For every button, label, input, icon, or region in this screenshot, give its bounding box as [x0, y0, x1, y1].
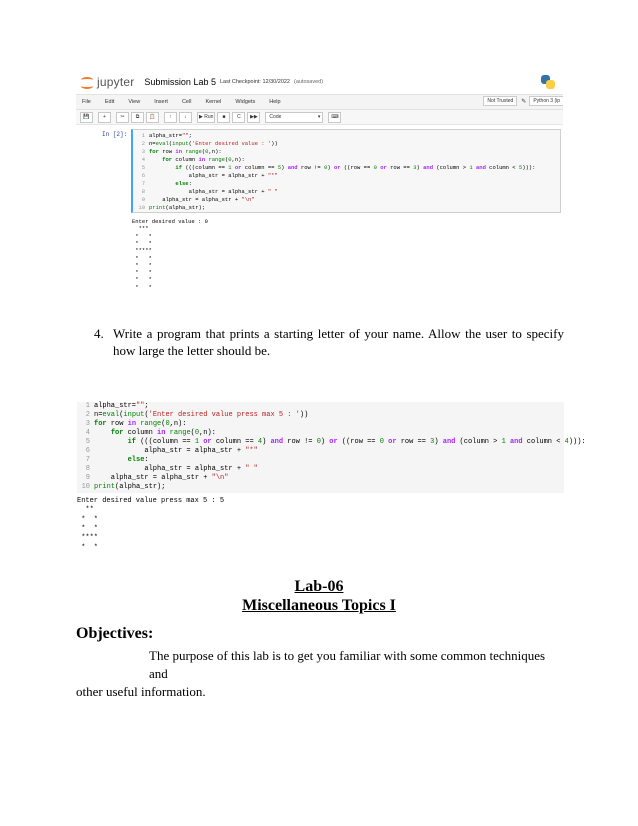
code-token: if: [175, 164, 183, 171]
code-token: 1: [228, 164, 232, 171]
line-number: 7: [141, 180, 145, 187]
line-number: 4: [141, 156, 145, 163]
code-editor[interactable]: [131, 129, 561, 213]
code-token: (: [119, 411, 124, 419]
jupyter-logo-icon: [80, 75, 94, 89]
code-token: (column >: [455, 438, 502, 446]
code-token: alpha_str = alpha_str +: [149, 188, 268, 195]
restart-button[interactable]: C: [232, 112, 245, 123]
code-token: 0: [373, 164, 377, 171]
code-line: [133, 172, 278, 180]
code-token: 'Enter desired value press max 5 : ': [148, 411, 300, 419]
code-token: [149, 180, 175, 187]
objectives-paragraph: [76, 647, 548, 701]
code-token: 0: [194, 429, 200, 437]
code-token: column <: [522, 438, 565, 446]
code-token: or: [333, 164, 341, 171]
code-line: [133, 164, 535, 172]
kernel-indicator: Python 3 (ip: [529, 96, 563, 106]
code-token: ,n):: [169, 420, 187, 428]
code-token: 4: [257, 438, 263, 446]
code-token: :: [144, 456, 149, 464]
code-line: [77, 474, 228, 483]
code-line: [133, 140, 278, 148]
menu-help[interactable]: Help: [269, 99, 281, 105]
code-token: )): [271, 140, 278, 147]
code-token: (: [190, 429, 195, 437]
output-line: **: [77, 506, 94, 515]
output-line: ***: [132, 225, 149, 233]
code-token: (alpha_str);: [165, 204, 206, 211]
code-token: ,n):: [231, 156, 245, 163]
code-token: for: [94, 420, 107, 428]
menu-kernel[interactable]: Kernel: [205, 99, 222, 105]
output-line: *****: [132, 247, 152, 255]
move-down-button[interactable]: ↓: [179, 112, 192, 123]
code-line: [133, 180, 192, 188]
code-token: in: [175, 148, 183, 155]
code-line: [133, 148, 222, 156]
code-token: ;: [188, 132, 192, 139]
code-token: "": [136, 402, 145, 410]
code-token: "*": [245, 447, 258, 455]
code-token: else: [127, 456, 145, 464]
code-line: [133, 196, 255, 204]
code-token: row: [106, 420, 128, 428]
notebook-title[interactable]: Submission Lab 5: [144, 77, 216, 87]
code-line: [133, 132, 192, 140]
line-number: 5: [141, 164, 145, 171]
code-token: print: [149, 204, 166, 211]
code-token: 3: [430, 438, 435, 446]
code-token: ;: [144, 402, 149, 410]
stop-button[interactable]: ■: [217, 112, 230, 123]
objectives-heading: Objectives:: [76, 625, 154, 642]
code-token: ): [434, 438, 443, 446]
code-token: range: [185, 148, 202, 155]
output-line: * *: [132, 276, 152, 284]
line-number: 10: [138, 204, 145, 211]
code-token: (column >: [433, 164, 470, 171]
code-token: and: [270, 438, 284, 446]
code-line: [133, 156, 245, 164]
code-token: eval: [155, 140, 169, 147]
checkpoint-label: Last Checkpoint: 12/30/2022: [219, 79, 290, 85]
code-token: alpha_str = alpha_str +: [94, 474, 212, 482]
cut-button[interactable]: ✂: [116, 112, 129, 123]
code-token: 0: [205, 148, 209, 155]
code-token: [94, 438, 128, 446]
code-token: 1: [194, 438, 200, 446]
menu-bar: [76, 94, 563, 110]
code-token: 'Enter desired value : ': [191, 140, 272, 147]
code-token: for: [110, 429, 124, 437]
code-token: in: [198, 156, 206, 163]
code-token: and: [423, 164, 434, 171]
line-number: 1: [85, 402, 90, 410]
line-number: 8: [141, 188, 145, 195]
output-line: * *: [77, 515, 99, 524]
output-line: * *: [77, 543, 99, 552]
code-token: row ==: [396, 438, 431, 446]
trust-badge[interactable]: Not Trusted: [483, 96, 517, 106]
code-token: column ==: [241, 164, 278, 171]
code-token: for: [149, 148, 159, 155]
jupyter-header: [76, 70, 563, 94]
question-number: 4.: [94, 326, 104, 341]
code-line: [77, 447, 258, 456]
menu-edit[interactable]: Edit: [104, 99, 115, 105]
code-line: [77, 402, 149, 411]
code-token: range: [140, 420, 162, 428]
paste-button[interactable]: 📋: [146, 112, 159, 123]
copy-button[interactable]: ⧉: [131, 112, 144, 123]
code-token: or: [329, 438, 338, 446]
menu-file[interactable]: File: [82, 99, 91, 105]
line-number: 3: [85, 420, 90, 428]
code-token: or: [388, 438, 397, 446]
code-token: ): [320, 438, 330, 446]
jupyter-brand: jupyter: [97, 75, 135, 89]
run-all-button[interactable]: ▶▶: [247, 112, 260, 123]
code-token: "\n": [211, 474, 229, 482]
line-number: 2: [85, 411, 90, 419]
output-line: ****: [77, 534, 99, 543]
menu-widgets[interactable]: Widgets: [235, 99, 256, 105]
code-token: (: [144, 411, 149, 419]
question-text: Write a program that prints a starting letter of your name. Allow the user to specify how large the letter should be.: [113, 326, 564, 358]
code-token: ))):: [568, 438, 586, 446]
code-token: [94, 429, 111, 437]
code-token: ))):: [522, 164, 536, 171]
line-number: 9: [141, 196, 145, 203]
code-token: 5: [518, 164, 523, 171]
menu-right: [483, 96, 563, 106]
code-token: 4: [564, 438, 569, 446]
code-token: (alpha_str);: [115, 483, 166, 491]
line-number: 3: [141, 148, 145, 155]
python-logo-icon: [541, 75, 555, 89]
code-token: for: [162, 156, 173, 163]
keyboard-icon[interactable]: ⌨: [328, 112, 341, 123]
code-token: (((column ==: [136, 438, 195, 446]
code-token: alpha_str = alpha_str +: [94, 465, 246, 473]
code-token: column: [123, 429, 158, 437]
code-token: row: [158, 148, 176, 155]
code-token: row !=: [297, 164, 325, 171]
code-token: range: [169, 429, 191, 437]
output-line: * *: [132, 254, 152, 262]
line-number: 6: [85, 447, 90, 455]
save-button[interactable]: 💾: [80, 112, 93, 123]
output-line: * *: [132, 269, 152, 277]
code-line: [77, 411, 308, 420]
line-number: 4: [85, 429, 90, 437]
code-token: " ": [245, 465, 258, 473]
code-token: ,n):: [208, 148, 222, 155]
code-token: eval: [102, 411, 120, 419]
code-token: ): [327, 164, 334, 171]
lab-subtitle: Miscellaneous Topics I: [242, 597, 396, 614]
output-line: * *: [132, 261, 152, 269]
code-token: [149, 164, 175, 171]
code-token: 3: [413, 164, 417, 171]
code-token: ((row ==: [337, 438, 380, 446]
code-token: range: [208, 156, 225, 163]
code-token: 1: [501, 438, 506, 446]
run-button[interactable]: ▶ Run: [197, 112, 215, 123]
add-cell-button[interactable]: +: [98, 112, 111, 123]
code-cell: [76, 129, 563, 215]
code-token: and: [509, 438, 523, 446]
code-token: column ==: [211, 438, 258, 446]
code-token: 0: [379, 438, 384, 446]
code-token: and: [287, 164, 298, 171]
code-token: (: [188, 140, 192, 147]
code-token: 0: [316, 438, 321, 446]
code-token: alpha_str=: [94, 402, 137, 410]
code-token: alpha_str=: [149, 132, 183, 139]
code-token: 1: [469, 164, 473, 171]
code-token: column: [172, 156, 199, 163]
code-token: n=: [94, 411, 103, 419]
menu-cell[interactable]: Cell: [181, 99, 192, 105]
line-number: 6: [141, 172, 145, 179]
paragraph-line: The purpose of this lab is to get you familiar with some common techniques and: [149, 648, 546, 681]
code-token: (: [161, 420, 166, 428]
menu-insert[interactable]: Insert: [154, 99, 168, 105]
code-token: " ": [267, 188, 278, 195]
cell-type-select[interactable]: Code ▾: [265, 112, 323, 123]
line-number: 7: [85, 456, 90, 464]
code-token: and: [475, 164, 486, 171]
code-token: "*": [267, 172, 278, 179]
code-token: and: [442, 438, 456, 446]
code-line: [77, 456, 149, 465]
output-line: * *: [77, 524, 99, 533]
code-token: )): [299, 411, 309, 419]
code-token: ): [281, 164, 288, 171]
code-token: alpha_str = alpha_str +: [94, 447, 246, 455]
output-line: Enter desired value : 9: [132, 218, 208, 225]
line-number: 9: [85, 474, 90, 482]
line-number: 2: [141, 140, 145, 147]
code-token: input: [123, 411, 145, 419]
code-token: or: [234, 164, 242, 171]
code-token: (: [201, 148, 206, 155]
code-token: 0: [165, 420, 170, 428]
code-token: ): [416, 164, 424, 171]
move-up-button[interactable]: ↑: [164, 112, 177, 123]
pencil-icon[interactable]: ✎: [521, 98, 527, 105]
line-number: 5: [85, 438, 90, 446]
code-token: 0: [228, 156, 232, 163]
code-token: column <: [485, 164, 519, 171]
code-token: "": [182, 132, 189, 139]
lab-title: Lab-06: [294, 578, 344, 595]
menu-view[interactable]: View: [128, 99, 141, 105]
toolbar: [76, 110, 563, 125]
code-token: alpha_str = alpha_str +: [149, 172, 268, 179]
code-line: [77, 438, 586, 447]
code-token: 0: [324, 164, 328, 171]
output-line: Enter desired value press max 5 : 5: [77, 497, 225, 505]
cell-prompt: In [2]:: [102, 131, 128, 138]
line-number: 10: [81, 483, 90, 491]
output-line: * *: [132, 239, 152, 247]
code-token: row ==: [386, 164, 414, 171]
code-token: ,n):: [199, 429, 216, 437]
code-token: ((row ==: [340, 164, 374, 171]
code-line: [77, 465, 258, 474]
paragraph-line: other useful information.: [76, 684, 206, 699]
code-token: else: [175, 180, 189, 187]
code-token: print: [94, 483, 116, 491]
code-line: [77, 483, 165, 492]
code-token: 5: [277, 164, 282, 171]
code-token: "\n": [241, 196, 255, 203]
code-token: input: [172, 140, 189, 147]
output-line: * *: [132, 283, 152, 291]
code-line: [77, 420, 186, 429]
code-token: if: [127, 438, 137, 446]
code-token: in: [127, 420, 137, 428]
code-token: (: [224, 156, 229, 163]
line-number: 1: [141, 132, 145, 139]
code-token: row !=: [283, 438, 317, 446]
code-token: n=: [149, 140, 156, 147]
autosave-label: (autosaved): [294, 79, 324, 85]
code-token: (((column ==: [182, 164, 229, 171]
output-line: * *: [132, 232, 152, 240]
code-token: (: [168, 140, 173, 147]
code-token: [94, 456, 128, 464]
code-token: in: [157, 429, 166, 437]
code-token: or: [203, 438, 212, 446]
code-token: or: [380, 164, 387, 171]
code-token: ): [262, 438, 271, 446]
code-token: alpha_str = alpha_str +: [149, 196, 242, 203]
code-line: [133, 188, 278, 196]
code-token: [149, 156, 162, 163]
code-line: [77, 429, 216, 438]
code-line: [133, 204, 205, 212]
code-token: :: [188, 180, 192, 187]
line-number: 8: [85, 465, 90, 473]
code-screenshot-2: [77, 402, 586, 493]
